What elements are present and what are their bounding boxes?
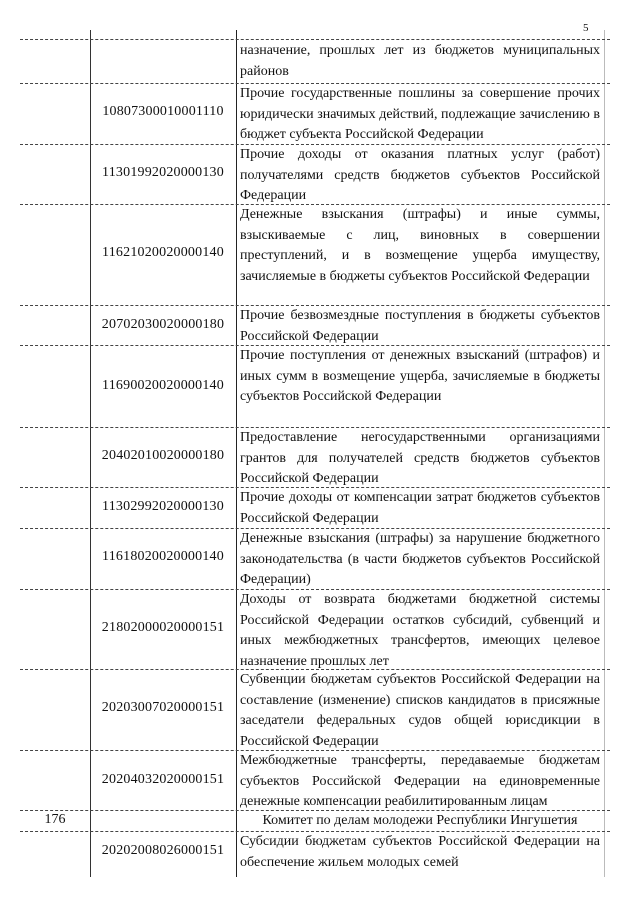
row-description: Межбюджетные трансферты, передаваемые бюджетам субъектов Российской Федерации на единовременные денежные компенсации реабилитированным лицам — [240, 753, 600, 809]
row-description: назначение, прошлых лет из бюджетов муниципальных районов — [240, 43, 600, 79]
row-code: 11302992020000130 — [102, 499, 224, 514]
row-description: Субсидии бюджетам субъектов Российской Федерации на обеспечение жильем молодых семей — [240, 834, 600, 870]
row-code: 21802000020000151 — [101, 620, 225, 635]
row-code: 11301992020000130 — [102, 165, 224, 180]
row-description: Комитет по делам молодежи Республики Ингушетия — [262, 813, 578, 828]
row-code: 20202008026000151 — [101, 843, 225, 858]
row-description: Прочие государственные пошлины за совершение прочих юридически значимых действий, подлежащие зачислению в бюджет субъекта Российской Федерации — [240, 86, 600, 142]
row-description: Прочие поступления от денежных взысканий (штрафов) и иных сумм в возмещение ущерба, зачисляемые в бюджеты субъектов Российской Федерации — [240, 348, 600, 404]
row-description: Прочие доходы от оказания платных услуг (работ) получателями средств бюджетов субъектов Российской Федерации — [240, 147, 600, 203]
row-description: Предоставление негосударственными организациями грантов для получателей средств бюджетов субъектов Российской Федерации — [240, 430, 600, 486]
row-description: Денежные взыскания (штрафы) за нарушение бюджетного законодательства (в части бюджетов субъектов Российской Федерации) — [240, 531, 600, 587]
row-description: Доходы от возврата бюджетами бюджетной системы Российской Федерации остатков субсидий, субвенций и иных межбюджетных трансфертов, имеющих целевое назначение прошлых лет — [240, 592, 600, 669]
row-description: Прочие безвозмездные поступления в бюджеты субъектов Российской Федерации — [240, 308, 600, 344]
row-code: 20203007020000151 — [101, 700, 225, 715]
row-code: 11618020020000140 — [102, 549, 224, 564]
row-description: Денежные взыскания (штрафы) и иные суммы, взыскиваемые с лиц, виновных в совершении преступлений, и в возмещение ущерба имуществу, зачисляемые в бюджеты субъектов Российской Федерации — [240, 207, 600, 284]
row-description: Субвенции бюджетам субъектов Российской Федерации на составление (изменение) списков кандидатов в присяжные заседатели федеральных судов общей юрисдикции в Российской Федерации — [240, 672, 600, 749]
row-code: 10807300010001110 — [102, 104, 224, 119]
row-code: 11621020020000140 — [102, 245, 224, 260]
row-number: 176 — [44, 812, 66, 827]
row-code: 20402010020000180 — [101, 448, 225, 463]
row-divider — [20, 39, 610, 40]
row-code: 20204032020000151 — [101, 772, 225, 787]
row-code: 20702030020000180 — [101, 317, 225, 332]
row-description: Прочие доходы от компенсации затрат бюджетов субъектов Российской Федерации — [240, 490, 600, 526]
page-number: 5 — [583, 22, 589, 34]
row-code: 11690020020000140 — [102, 378, 224, 393]
